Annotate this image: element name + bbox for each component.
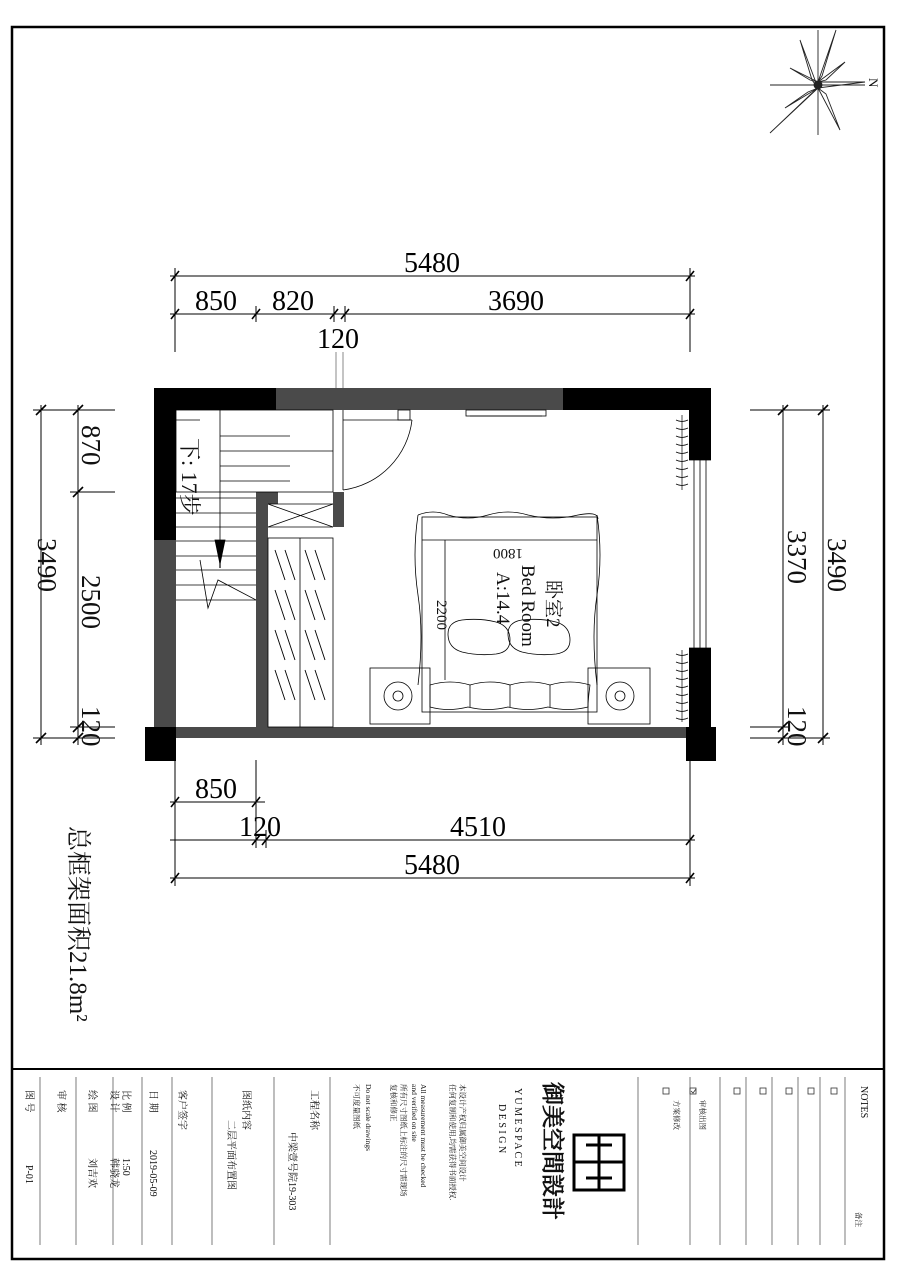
project-label: 工程名称 [308, 1090, 319, 1130]
partition-walls [154, 388, 686, 738]
room-area: A:14.4 [492, 572, 513, 625]
dim-bottom-4510: 4510 [450, 812, 506, 843]
check-revision: 方案修改 [672, 1100, 681, 1130]
wardrobe [268, 538, 333, 727]
dimension-lines-top [170, 268, 695, 390]
disclaimer-en-2: and verified on site [410, 1084, 419, 1142]
project-value: 中梁壹号院19-303 [286, 1132, 297, 1211]
date-label: 日 期 [147, 1090, 158, 1113]
brand-name-cn: 御美空間設計 [539, 1082, 565, 1220]
content-label: 图纸内容 [240, 1090, 251, 1130]
column-bottom-right [686, 727, 716, 761]
brand-name-en-1: Y U M E S P A C E [512, 1088, 523, 1167]
sheet-frame [12, 27, 884, 1259]
wall-right-bottom [689, 648, 711, 728]
stair-direction-label: 下: 17步 [177, 438, 202, 516]
room-name-en: Bed Room [517, 565, 538, 647]
total-area-note: 总框架面积21.8m² [64, 826, 91, 1022]
door-swing [343, 410, 412, 490]
disclaimer-cn-1: 本设计产权归属御美空间设计 [458, 1084, 467, 1182]
notes-title: NOTES [858, 1086, 869, 1119]
wall-left-lower [154, 540, 176, 727]
wall-closet-right [333, 492, 344, 527]
dim-bottom-850: 850 [195, 774, 237, 805]
disclaimer-cn-3: 所有尺寸图纸上标注的尺寸需现场 [399, 1084, 408, 1197]
date-value: 2019-05-09 [147, 1150, 158, 1197]
dim-bottom-overall: 5480 [404, 850, 460, 881]
draw-label: 绘 图 [86, 1090, 97, 1113]
north-label: N [866, 78, 881, 88]
dim-right-120: 120 [782, 706, 812, 747]
wall-top-middle [276, 388, 563, 410]
wall-top-right [563, 388, 711, 410]
column-bottom-left [145, 727, 176, 761]
check-approved: 审核出图 [698, 1100, 707, 1130]
client-label: 客户签字 [176, 1090, 187, 1130]
north-compass-icon [770, 30, 865, 135]
dim-top-850: 850 [195, 286, 237, 317]
dim-top-3690: 3690 [488, 286, 544, 317]
remark-label: 备注 [854, 1212, 863, 1227]
wall-closet-stub [256, 492, 278, 504]
window-right [689, 460, 711, 648]
drawing-no-label: 图 号 [23, 1090, 34, 1113]
wall-unit [466, 410, 546, 416]
dim-bottom-120: 120 [239, 812, 281, 843]
dim-left-2500: 2500 [76, 575, 106, 629]
review-label: 审 核 [55, 1090, 66, 1113]
curtain-bottom-right [676, 650, 688, 722]
design-label: 设 计 [108, 1090, 119, 1113]
dim-right-3370: 3370 [782, 530, 812, 584]
curtain-top-right [676, 415, 688, 490]
bed-width-label: 1800 [493, 545, 523, 561]
wall-right-top [689, 388, 711, 460]
wall-stair-partition [256, 492, 268, 727]
brand-name-en-2: D E S I G N [496, 1104, 507, 1154]
dim-top-120: 120 [317, 324, 359, 355]
dim-left-120: 120 [76, 706, 106, 747]
disclaimer-en-1: All measurement must be checked [419, 1084, 428, 1188]
dim-left-overall: 3490 [32, 538, 62, 592]
design-value: 韩骁龙 [108, 1158, 119, 1188]
dim-top-overall: 5480 [404, 248, 460, 279]
content-value: 二层平面布置图 [225, 1120, 236, 1190]
dim-right-overall: 3490 [822, 538, 852, 592]
disclaimer-cn-4: 复核和修正 [389, 1084, 398, 1122]
disclaimer-cn-5: 不可度量图纸 [352, 1084, 361, 1129]
drawing-no-value: P-01 [23, 1165, 34, 1184]
room-name-cn: 卧室2 [542, 580, 563, 628]
draw-value: 刘吉欢 [86, 1158, 97, 1188]
dim-left-870: 870 [76, 425, 106, 466]
disclaimer-cn-2: 任何复制和使用,均需获得书面授权. [448, 1084, 457, 1201]
wall-bottom [176, 727, 686, 738]
wall-left-top [154, 388, 176, 540]
disclaimer-en-3: Do not scale drawings [364, 1084, 373, 1151]
bed-length-label: 2200 [433, 600, 449, 630]
dim-top-820: 820 [272, 286, 314, 317]
scale-label: 比 例 [120, 1090, 131, 1113]
scale-value: 1:50 [120, 1158, 131, 1176]
